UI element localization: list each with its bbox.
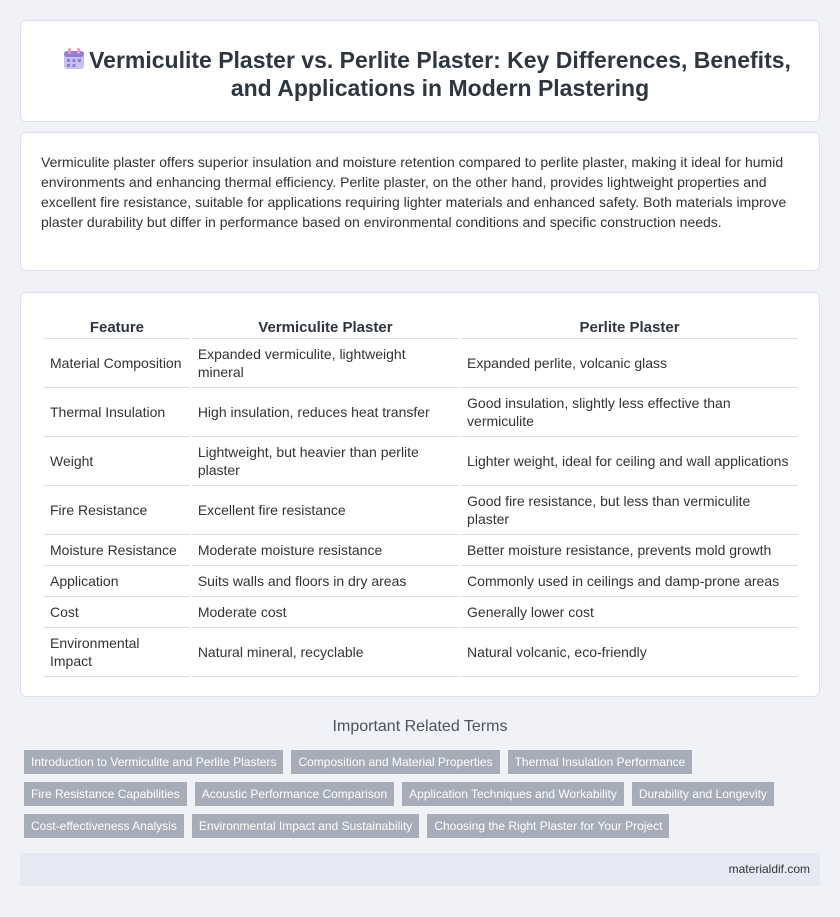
vermiculite-cell: Suits walls and floors in dry areas — [192, 566, 459, 597]
related-tags-row — [24, 782, 774, 806]
table-row — [44, 339, 798, 388]
comparison-table-card — [20, 292, 820, 697]
vermiculite-cell: High insulation, reduces heat transfer — [192, 388, 459, 437]
page-title: Vermiculite Plaster vs. Perlite Plaster: Key Differences, Benefits, and Applications in Modern Plastering — [89, 47, 791, 101]
related-tag[interactable]: Thermal Insulation Performance — [508, 750, 693, 774]
vermiculite-cell: Natural mineral, recyclable — [192, 628, 459, 677]
table-row — [44, 628, 798, 677]
perlite-cell: Good insulation, slightly less effective than vermiculite — [461, 388, 798, 437]
perlite-cell: Better moisture resistance, prevents mold growth — [461, 535, 798, 566]
related-tags-row — [24, 750, 692, 774]
related-tag[interactable]: Introduction to Vermiculite and Perlite Plasters — [24, 750, 283, 774]
related-tag[interactable]: Cost-effectiveness Analysis — [24, 814, 184, 838]
vermiculite-cell: Lightweight, but heavier than perlite plaster — [192, 437, 459, 486]
intro-paragraph: Vermiculite plaster offers superior insulation and moisture retention compared to perlite plaster, making it ideal for humid environments and enhancing thermal efficiency. Perlite plaster, on the other hand, provides lightweight properties and excellent fire resistance, suitable for applications requiring lighter materials and enhanced safety. Both materials improve plaster durability but differ in performance based on environmental conditions and specific construction needs. — [41, 154, 787, 230]
table-row — [44, 388, 798, 437]
related-tag[interactable]: Composition and Material Properties — [291, 750, 499, 774]
feature-cell: Thermal Insulation — [44, 388, 190, 437]
table-row — [44, 535, 798, 566]
intro-card — [20, 132, 820, 271]
perlite-cell: Natural volcanic, eco-friendly — [461, 628, 798, 677]
vermiculite-cell: Moderate moisture resistance — [192, 535, 459, 566]
footer-site[interactable]: materialdif.com — [728, 862, 810, 876]
feature-cell: Application — [44, 566, 190, 597]
related-terms-heading: Important Related Terms — [332, 718, 508, 735]
perlite-cell: Commonly used in ceilings and damp-prone areas — [461, 566, 798, 597]
header-vermiculite: Vermiculite Plaster — [192, 314, 459, 339]
related-tag[interactable]: Fire Resistance Capabilities — [24, 782, 187, 806]
table-row — [44, 597, 798, 628]
comparison-table — [42, 314, 800, 677]
feature-cell: Environmental Impact — [44, 628, 190, 677]
related-tag[interactable]: Environmental Impact and Sustainability — [192, 814, 419, 838]
feature-cell: Material Composition — [44, 339, 190, 388]
feature-cell: Weight — [44, 437, 190, 486]
feature-cell: Moisture Resistance — [44, 535, 190, 566]
perlite-cell: Lighter weight, ideal for ceiling and wall applications — [461, 437, 798, 486]
header-feature: Feature — [44, 314, 190, 339]
related-tag[interactable]: Application Techniques and Workability — [402, 782, 624, 806]
title-card — [20, 20, 820, 122]
vermiculite-cell: Excellent fire resistance — [192, 486, 459, 535]
feature-cell: Fire Resistance — [44, 486, 190, 535]
table-row — [44, 566, 798, 597]
related-tags-row — [24, 814, 669, 838]
perlite-cell: Expanded perlite, volcanic glass — [461, 339, 798, 388]
related-tag[interactable]: Acoustic Performance Comparison — [195, 782, 394, 806]
vermiculite-cell: Moderate cost — [192, 597, 459, 628]
table-header-row — [44, 314, 798, 339]
header-perlite: Perlite Plaster — [461, 314, 798, 339]
related-tag[interactable]: Choosing the Right Plaster for Your Project — [427, 814, 669, 838]
feature-cell: Cost — [44, 597, 190, 628]
related-tag[interactable]: Durability and Longevity — [632, 782, 774, 806]
perlite-cell: Generally lower cost — [461, 597, 798, 628]
vermiculite-cell: Expanded vermiculite, lightweight mineral — [192, 339, 459, 388]
footer — [20, 853, 820, 886]
table-row — [44, 437, 798, 486]
perlite-cell: Good fire resistance, but less than vermiculite plaster — [461, 486, 798, 535]
table-row — [44, 486, 798, 535]
